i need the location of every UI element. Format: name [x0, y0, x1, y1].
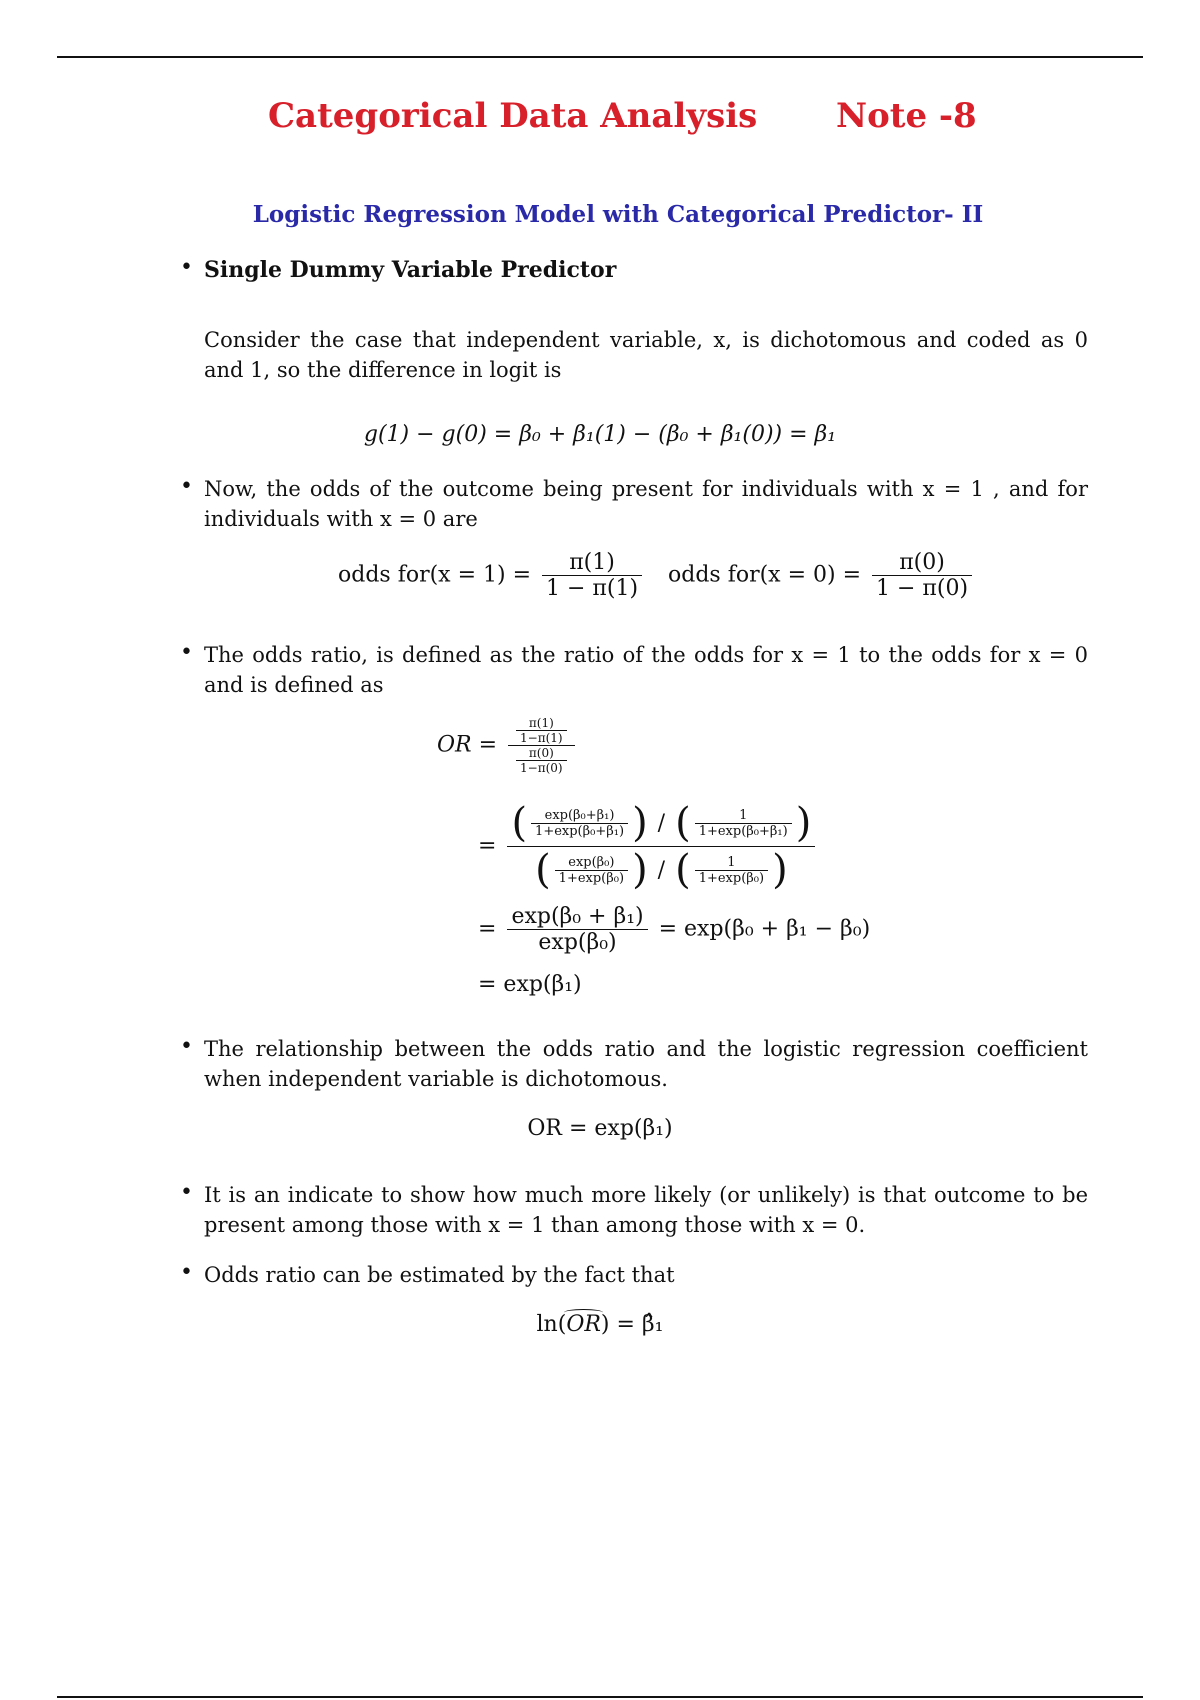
or-expanded-fraction: ( $\frac{\text{exp(β₀+β₁)}}{\text{1+exp(β₀+β₁)}}$ ) / ( $\frac{1}{\text{1+exp(β₀+β₁)}}$ ) ( $\frac{\text{exp(β₀)}}{\text{1+exp(β₀)}}$ ) / ( $\frac{1}{\text{1+exp(β₀)}}$ ) [507, 800, 815, 893]
equation-logit-difference: g(1) − g(0) = β₀ + β₁(1) − (β₀ + β₁(0)) = β₁ [363, 422, 837, 447]
bullet-6: • [180, 1260, 193, 1285]
bottom-rule [57, 1696, 1143, 1698]
paragraph-likelihood: It is an indicate to show how much more likely (or unlikely) is that outcome to be present among those with x = 1 than among those with x = 0. [204, 1183, 1088, 1237]
bullet-5: • [180, 1180, 193, 1205]
odds-x1-label: odds for(x = 1) = [338, 562, 532, 588]
paragraph-relationship: The relationship between the odds ratio and the logistic regression coefficient when independent variable is dichotomous. [204, 1037, 1088, 1091]
odds-x0-label: odds for(x = 0) = [668, 562, 862, 588]
title-row [0, 96, 1200, 146]
paragraph-estimation: Odds ratio can be estimated by the fact that [204, 1263, 675, 1287]
equation-log-or: ln(OR) = β̂₁ [536, 1312, 664, 1337]
paragraph-odds: Now, the odds of the outcome being present for individuals with x = 1 , and for individuals with x = 0 are [204, 477, 1088, 531]
bullet-2: • [180, 474, 193, 499]
or-derivation-line-1 [437, 716, 579, 775]
or-derivation-line-4: = exp(β₁) [478, 972, 582, 997]
odds-x0-fraction [872, 550, 972, 601]
note-number: Note -8 [836, 96, 977, 136]
bullet-3: • [180, 640, 193, 665]
bullet-4: • [180, 1034, 193, 1059]
or-label: OR = [437, 732, 498, 758]
equation-odds-x1 [338, 550, 646, 601]
or-derivation-line-2: = ( $\frac{\text{exp(β₀+β₁)}}{\text{1+exp(β₀+β₁)}}$ ) / ( $\frac{1}{\text{1+exp(β₀+β₁)}}$ ) ( $\frac{\text{exp(β₀)}}{\text{1+exp(β₀)}}$ ) / ( $\frac{1}{\text{1+exp(β₀)}}$ ) [478, 800, 819, 893]
document-title: Categorical Data Analysis [268, 96, 758, 136]
bullet-1: • [180, 255, 193, 280]
or-hat: OR [566, 1312, 601, 1337]
or-bottom-fraction: $\frac{\pi(0)}{1-\pi(0)}$ [516, 746, 567, 775]
odds-x0-numerator: π(0) [872, 550, 972, 576]
odds-x1-fraction [542, 550, 642, 601]
or-derivation-line-3: = $\frac{\text{exp(β₀ + β₁)}}{\text{exp(β₀)}}$ = exp(β₀ + β₁ − β₀) [478, 904, 871, 955]
odds-x0-denominator: 1 − π(0) [876, 576, 969, 601]
or-simplified-fraction: $\frac{\text{exp(β₀ + β₁)}}{\text{exp(β₀)}}$ [507, 904, 647, 955]
paragraph-dichotomous: Consider the case that independent variable, x, is dichotomous and coded as 0 and 1, so the difference in logit is [204, 328, 1088, 382]
equation-or-exp: OR = exp(β₁) [527, 1116, 673, 1141]
top-rule [57, 56, 1143, 58]
heading-single-dummy: Single Dummy Variable Predictor [204, 257, 617, 283]
equation-odds-x0 [668, 550, 976, 601]
odds-x1-numerator: π(1) [542, 550, 642, 576]
or-top-fraction: $\frac{\pi(1)}{1-\pi(1)}$ [516, 716, 567, 745]
paragraph-odds-ratio: The odds ratio, is defined as the ratio of the odds for x = 1 to the odds for x = 0 and is defined as [204, 643, 1088, 697]
or-main-fraction [508, 716, 575, 775]
section-subtitle: Logistic Regression Model with Categorical Predictor- II [252, 201, 984, 228]
odds-x1-denominator: 1 − π(1) [546, 576, 639, 601]
